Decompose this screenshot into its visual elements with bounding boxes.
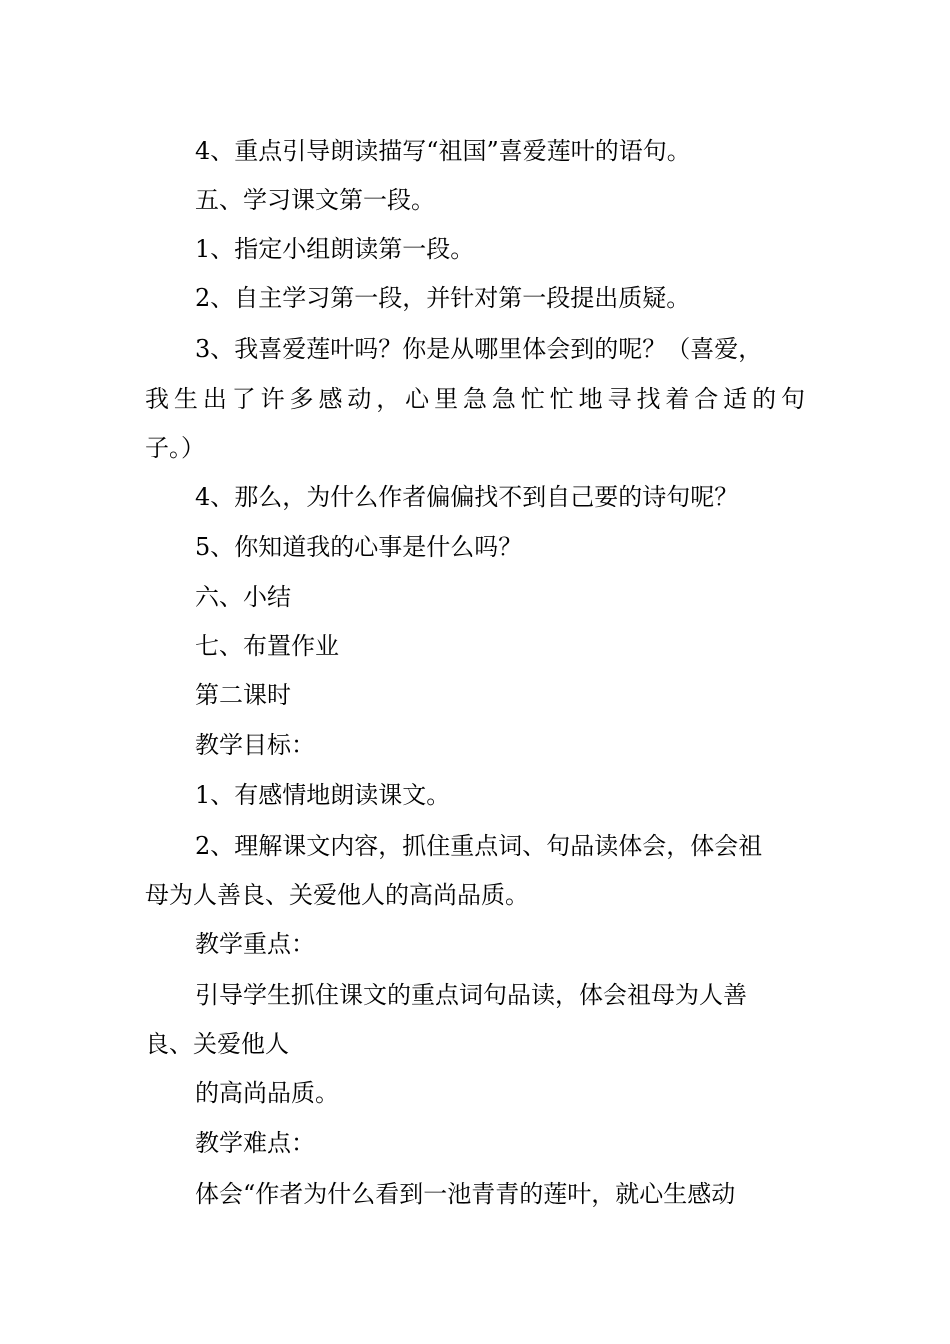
text-line: 5、你知道我的心事是什么吗？	[195, 533, 523, 561]
text-line: 子。）	[145, 434, 205, 462]
text-line: 第二课时	[195, 681, 291, 709]
text-line: 1、指定小组朗读第一段。	[195, 235, 475, 263]
text-line: 五、学习课文第一段。	[195, 186, 435, 214]
text-line: 4、重点引导朗读描写“祖国”喜爱莲叶的语句。	[195, 137, 691, 165]
text-line: 母为人善良、关爱他人的高尚品质。	[145, 881, 529, 909]
text-line: 教学目标：	[195, 731, 315, 759]
text-line: 2、理解课文内容，抓住重点词、句品读体会，体会祖	[195, 832, 763, 860]
text-line: 体会“作者为什么看到一池青青的莲叶，就心生感动	[195, 1180, 736, 1208]
text-line: 的高尚品质。	[195, 1079, 339, 1107]
text-line: 3、我喜爱莲叶吗？你是从哪里体会到的呢？（喜爱，	[195, 335, 763, 363]
text-line: 4、那么，为什么作者偏偏找不到自己要的诗句呢？	[195, 483, 739, 511]
text-line: 1、有感情地朗读课文。	[195, 781, 451, 809]
text-line: 引导学生抓住课文的重点词句品读，体会祖母为人善	[195, 981, 747, 1009]
text-line: 我生出了许多感动，心里急急忙忙地寻找着合适的句	[145, 385, 805, 413]
text-line: 六、小结	[195, 583, 291, 611]
text-line: 良、关爱他人	[145, 1030, 289, 1058]
text-line: 2、自主学习第一段，并针对第一段提出质疑。	[195, 284, 691, 312]
text-line: 教学重点：	[195, 930, 315, 958]
text-line: 七、布置作业	[195, 632, 339, 660]
text-line: 教学难点：	[195, 1129, 315, 1157]
